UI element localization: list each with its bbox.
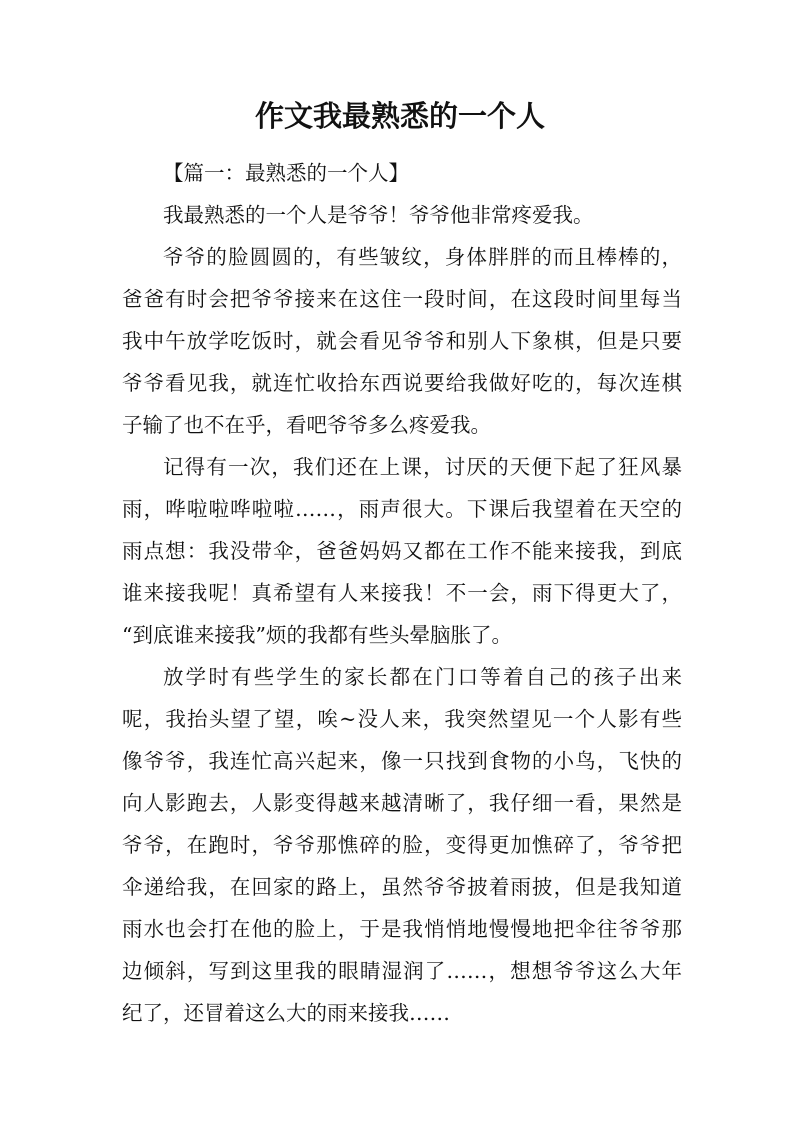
paragraph-line: 爷爷看见我，就连忙收拾东西说要给我做好吃的，每次连棋	[122, 371, 682, 395]
paragraph-line: 子输了也不在乎，看吧爷爷多么疼爱我。	[122, 413, 491, 437]
paragraph-line: 雨点想：我没带伞，爸爸妈妈又都在工作不能来接我，到底	[122, 539, 682, 563]
paragraph-line: 伞递给我，在回家的路上，虽然爷爷披着雨披，但是我知道	[122, 875, 682, 899]
paragraph-line: 雨，哗啦啦哗啦啦……，雨声很大。下课后我望着在天空的	[122, 497, 682, 521]
paragraph-line: 纪了，还冒着这么大的雨来接我……	[122, 1001, 450, 1025]
paragraph-line: 爸爸有时会把爷爷接来在这住一段时间，在这段时间里每当	[122, 287, 682, 311]
paragraph-line: 我最熟悉的一个人是爷爷！爷爷他非常疼爱我。	[163, 203, 594, 227]
paragraph-line: 爷爷，在跑时，爷爷那憔碎的脸，变得更加憔碎了，爷爷把	[122, 833, 682, 857]
paragraph-line: 放学时有些学生的家长都在门口等着自己的孩子出来	[163, 665, 682, 689]
paragraph-line: 谁来接我呢！真希望有人来接我！不一会，雨下得更大了，	[122, 581, 682, 605]
paragraph-line: 边倾斜，写到这里我的眼睛湿润了……，想想爷爷这么大年	[122, 959, 682, 983]
document-title: 作文我最熟悉的一个人	[254, 99, 545, 133]
paragraph-line: “到底谁来接我”烦的我都有些头晕脑胀了。	[122, 623, 512, 647]
paragraph-line: 记得有一次，我们还在上课，讨厌的天便下起了狂风暴	[163, 455, 682, 479]
paragraph-line: 向人影跑去，人影变得越来越清晰了，我仔细一看，果然是	[122, 791, 682, 815]
paragraph-line: 雨水也会打在他的脸上，于是我悄悄地慢慢地把伞往爷爷那	[122, 917, 682, 941]
document-body	[122, 152, 682, 1034]
paragraph-line: 像爷爷，我连忙高兴起来，像一只找到食物的小鸟，飞快的	[122, 749, 682, 773]
paragraph-line: 呢，我抬头望了望，唉~没人来，我突然望见一个人影有些	[122, 707, 682, 731]
paragraph-line: 我中午放学吃饭时，就会看见爷爷和别人下象棋，但是只要	[122, 329, 682, 353]
section-heading: 【篇一：最熟悉的一个人】	[163, 161, 409, 185]
paragraph-line: 爷爷的脸圆圆的，有些皱纹，身体胖胖的而且棒棒的，	[163, 245, 682, 269]
